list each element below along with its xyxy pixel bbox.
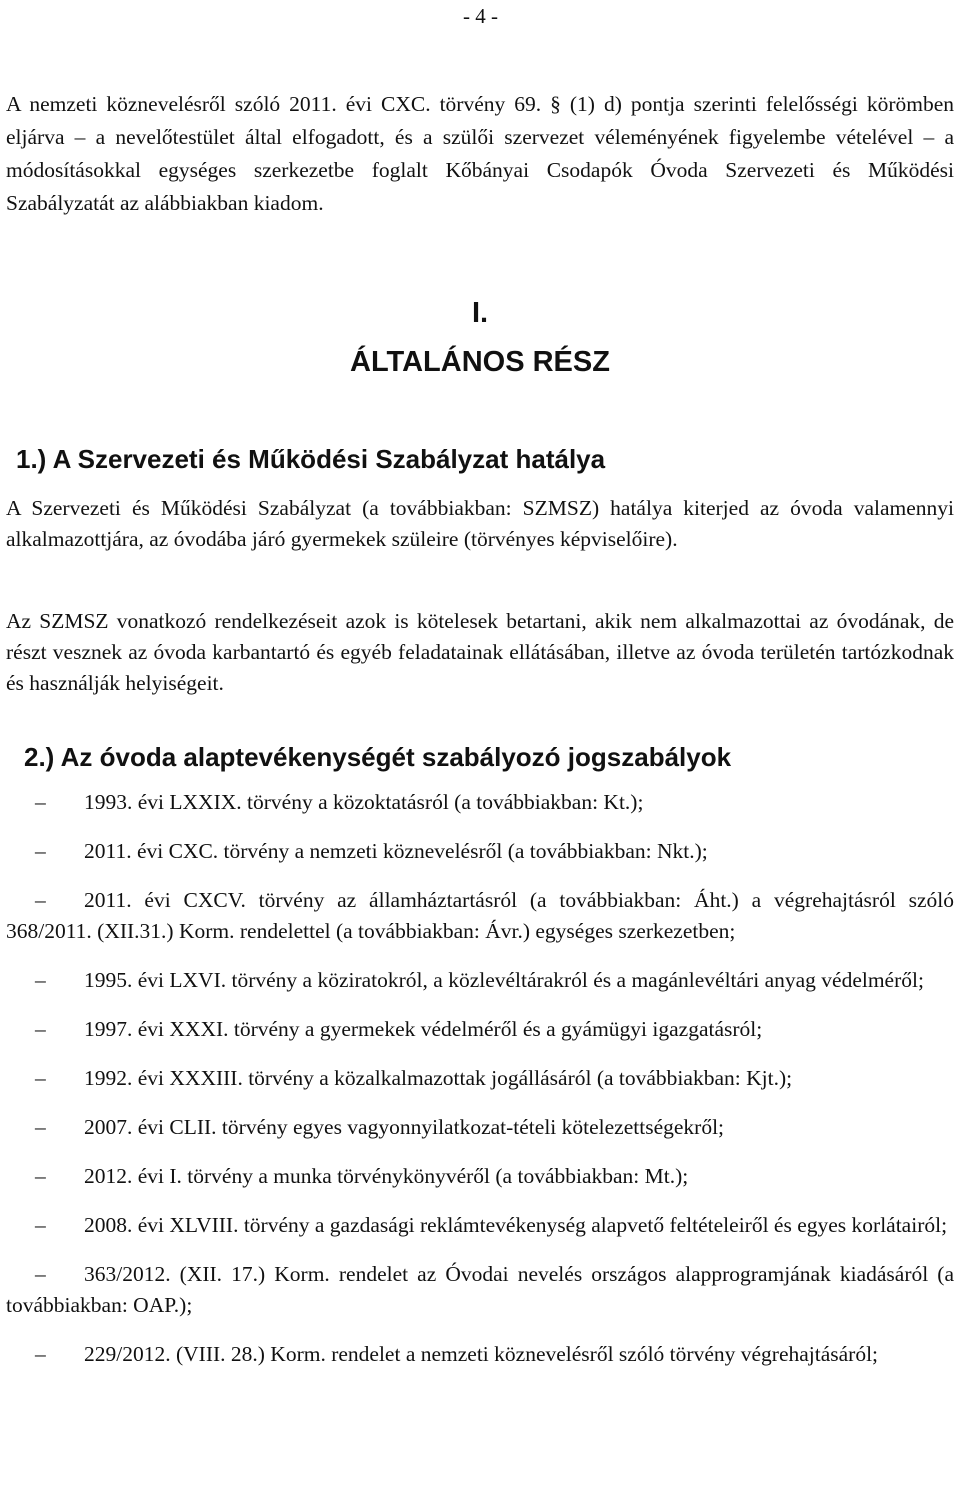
dash-marker: – (35, 1213, 46, 1237)
law-text: 1995. évi LXVI. törvény a köziratokról, a közlevéltárakról és a magánlevéltári anyag védelméről; (84, 968, 924, 992)
section-1-paragraph-2: Az SZMSZ vonatkozó rendelkezéseit azok is kötelesek betartani, akik nem alkalmazottai az óvodának, de részt vesznek az óvoda karbantartó és egyéb feladatainak ellátásában, illetve az óvoda területén tartózkodnak és használják helyiségeit. (6, 609, 954, 695)
list-item (6, 1014, 954, 1045)
page-number: - 4 - (463, 4, 498, 28)
part-number: I. (471, 297, 489, 329)
list-item (6, 836, 954, 867)
dash-marker: – (35, 1164, 46, 1188)
dash-marker: – (35, 1066, 46, 1090)
intro-paragraph: A nemzeti köznevelésről szóló 2011. évi CXC. törvény 69. § (1) d) pontja szerinti felelősségi körömben eljárva – a nevelőtestület által elfogadott, és a szülői szervezet véleményének figyelembe vételével – a módosításokkal egységes szerkezetbe foglalt Kőbányai Csodapók Óvoda Szervezeti és Működési Szabályzatát az alábbiakban kiadom. (6, 92, 954, 215)
law-text: 2008. évi XLVIII. törvény a gazdasági reklámtevékenység alapvető feltételeiről és egyes korlátairól; (84, 1213, 948, 1237)
law-text: 363/2012. (XII. 17.) Korm. rendelet az Óvodai nevelés országos alapprogramjának kiadásáról (a továbbiakban: OAP.); (6, 1262, 954, 1317)
law-text: 2011. évi CXCV. törvény az államháztartásról (a továbbiakban: Áht.) a végrehajtásról szóló 368/2011. (XII.31.) Korm. rendelettel (a továbbiakban: Ávr.) egységes szerkezetben; (6, 888, 954, 943)
dash-marker: – (35, 1262, 46, 1286)
dash-marker: – (35, 790, 46, 814)
law-text: 1992. évi XXXIII. törvény a közalkalmazottak jogállásáról (a továbbiakban: Kjt.); (84, 1066, 793, 1090)
dash-marker: – (35, 1342, 46, 1366)
section-1-paragraph-1: A Szervezeti és Működési Szabályzat (a továbbiakban: SZMSZ) hatálya kiterjed az óvoda valamennyi alkalmazottjára, az óvodába járó gyermekek szüleire (törvényes képviselőire). (6, 496, 954, 551)
dash-marker: – (35, 1115, 46, 1139)
list-item (6, 1210, 954, 1241)
list-item (6, 965, 954, 996)
list-item (6, 1161, 954, 1192)
list-item (6, 885, 954, 947)
law-text: 2012. évi I. törvény a munka törvénykönyvéről (a továbbiakban: Mt.); (84, 1164, 689, 1188)
law-text: 1993. évi LXXIX. törvény a közoktatásról (a továbbiakban: Kt.); (84, 790, 644, 814)
part-title: ÁLTALÁNOS RÉSZ (350, 346, 610, 378)
list-item (6, 787, 954, 818)
list-item (6, 1259, 954, 1321)
dash-marker: – (35, 1017, 46, 1041)
law-text: 2007. évi CLII. törvény egyes vagyonnyilatkozat-tételi kötelezettségekről; (84, 1115, 725, 1139)
dash-marker: – (35, 888, 46, 912)
list-item (6, 1339, 954, 1370)
law-text: 1997. évi XXXI. törvény a gyermekek védelméről és a gyámügyi igazgatásról; (84, 1017, 763, 1041)
law-list (6, 787, 954, 1388)
list-item (6, 1063, 954, 1094)
dash-marker: – (35, 839, 46, 863)
law-text: 229/2012. (VIII. 28.) Korm. rendelet a nemzeti köznevelésről szóló törvény végrehajtásáról; (84, 1342, 879, 1366)
law-text: 2011. évi CXC. törvény a nemzeti köznevelésről (a továbbiakban: Nkt.); (84, 839, 708, 863)
section-1-heading: 1.) A Szervezeti és Működési Szabályzat hatálya (16, 444, 606, 474)
section-2-heading: 2.) Az óvoda alaptevékenységét szabályozó jogszabályok (24, 742, 732, 772)
dash-marker: – (35, 968, 46, 992)
list-item (6, 1112, 954, 1143)
